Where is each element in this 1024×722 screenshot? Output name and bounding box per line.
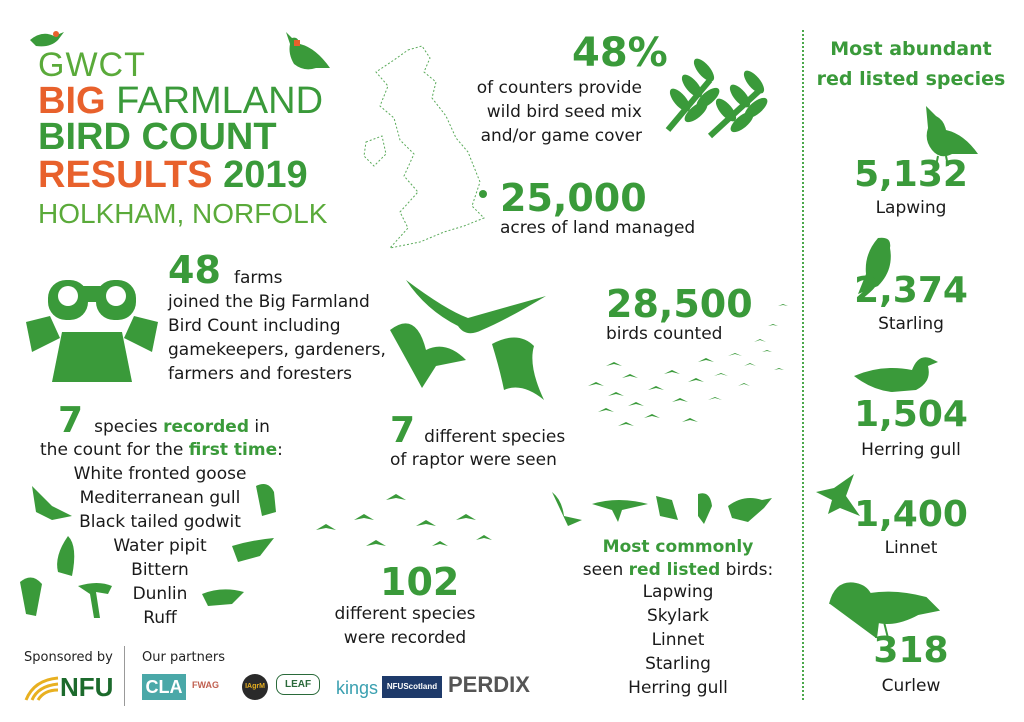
list-item: Water pipit xyxy=(113,536,207,556)
title-location: HOLKHAM, NORFOLK xyxy=(38,198,328,229)
abundant-name-lapwing: Lapwing xyxy=(875,198,947,218)
common-birds-icon xyxy=(548,486,778,532)
list-item: Bittern xyxy=(131,560,189,580)
iagrm-logo: IAgrM xyxy=(242,674,268,700)
farms-text-line: gamekeepers, gardeners, xyxy=(168,340,386,360)
seed-text-line: and/or game cover xyxy=(480,126,642,146)
title-bird-count: BIRD COUNT xyxy=(38,116,277,158)
abundant-count-curlew: 318 xyxy=(873,630,949,671)
fwag-logo: FWAG xyxy=(192,680,219,690)
list-item: Linnet xyxy=(651,630,705,650)
lapwing-perched-icon xyxy=(276,28,332,80)
nfu-logo: NFU xyxy=(60,672,114,702)
flying-birds-icon xyxy=(306,490,506,560)
flock-icon xyxy=(578,286,792,446)
binoculars-person-icon xyxy=(22,262,162,382)
abundant-count-linnet: 1,400 xyxy=(854,494,968,535)
species-text-line: were recorded xyxy=(343,628,467,648)
list-item: Dunlin xyxy=(132,584,188,604)
abundant-count-herring-gull: 1,504 xyxy=(854,394,968,435)
farms-text-line: farmers and foresters xyxy=(168,364,353,384)
farms-heading xyxy=(168,248,283,292)
sponsored-label: Sponsored by xyxy=(24,650,113,665)
leaf-logo: LEAF xyxy=(276,674,320,695)
list-item: Ruff xyxy=(143,608,177,628)
title-results xyxy=(38,156,308,194)
raptor-text1: different species xyxy=(424,427,566,447)
curlew-icon xyxy=(826,574,946,638)
list-item: White fronted goose xyxy=(73,464,247,484)
common-heading-red: red listed xyxy=(628,560,721,580)
acres-text: acres of land managed xyxy=(500,218,696,238)
cla-logo: CLA xyxy=(142,674,186,700)
acres-number: 25,000 xyxy=(500,176,647,220)
list-item: Black tailed godwit xyxy=(79,512,241,532)
kings-logo: kings xyxy=(336,678,379,698)
abundant-heading xyxy=(808,34,1014,94)
first-recorded: recorded xyxy=(163,417,249,437)
common-heading-line2 xyxy=(560,558,796,582)
common-heading-line1: Most commonly xyxy=(602,537,754,557)
farms-number: 48 xyxy=(168,248,221,292)
species-number: 102 xyxy=(380,560,460,604)
first-number: 7 xyxy=(58,400,84,441)
common-heading xyxy=(560,536,796,582)
partners-label: Our partners xyxy=(142,650,225,665)
title-gwct: GWCT xyxy=(38,46,146,84)
title-big-farmland xyxy=(38,82,323,120)
nfu-scotland-logo: NFUScotland xyxy=(382,676,442,698)
seed-text-line: wild bird seed mix xyxy=(486,102,642,122)
nfu-logo-icon xyxy=(24,676,60,702)
seed-text-line: of counters provide xyxy=(476,78,642,98)
abundant-name-starling: Starling xyxy=(878,314,944,334)
common-heading-text: seen xyxy=(582,560,629,580)
list-item: Skylark xyxy=(646,606,710,626)
birds-text: birds counted xyxy=(606,324,723,344)
list-item: Starling xyxy=(645,654,711,674)
holkham-marker xyxy=(479,190,487,198)
title-big: BIG xyxy=(38,80,106,122)
column-divider xyxy=(802,30,804,700)
farms-text xyxy=(168,290,386,386)
seed-percent: 48% xyxy=(572,30,668,76)
bird-perched-icon xyxy=(28,26,68,52)
abundant-name-herring-gull: Herring gull xyxy=(861,440,961,460)
abundant-count-lapwing: 5,132 xyxy=(854,154,968,195)
raptor-heading xyxy=(390,410,565,451)
title-results-word: RESULTS xyxy=(38,154,213,196)
farms-text-line: Bird Count including xyxy=(168,316,341,336)
species-text xyxy=(330,602,480,650)
herring-gull-icon xyxy=(852,350,942,400)
first-species-birds-icon xyxy=(12,476,302,626)
perdix-logo: PERDIX xyxy=(448,672,530,697)
farms-text-line: joined the Big Farmland xyxy=(168,292,370,312)
footer-separator xyxy=(124,646,125,706)
abundant-count-starling: 2,374 xyxy=(854,270,968,311)
list-item: Herring gull xyxy=(628,678,728,698)
first-colon: : xyxy=(277,440,283,460)
common-birds-list xyxy=(560,580,796,700)
first-time: first time xyxy=(188,440,278,460)
abundant-heading-line: Most abundant xyxy=(830,38,992,60)
abundant-name-curlew: Curlew xyxy=(881,676,941,696)
wheat-icon xyxy=(660,40,790,140)
farms-word: farms xyxy=(233,268,283,288)
first-heading xyxy=(58,400,270,441)
abundant-heading-line: red listed species xyxy=(816,68,1006,90)
species-text-line: different species xyxy=(334,604,476,624)
first-text: species xyxy=(94,417,164,437)
common-heading-text: birds: xyxy=(720,560,774,580)
first-line2 xyxy=(40,438,283,462)
list-item: Lapwing xyxy=(642,582,714,602)
raptor-number: 7 xyxy=(390,410,416,451)
raptor-text2: of raptor were seen xyxy=(390,450,557,470)
first-text: the count for the xyxy=(40,440,189,460)
list-item: Mediterranean gull xyxy=(79,488,241,508)
raptors-icon xyxy=(386,270,556,410)
birds-number: 28,500 xyxy=(606,282,753,326)
title-year: 2019 xyxy=(212,154,308,196)
title-farmland: FARMLAND xyxy=(105,80,324,122)
first-text: in xyxy=(248,417,270,437)
seed-text xyxy=(462,76,642,148)
abundant-name-linnet: Linnet xyxy=(884,538,938,558)
